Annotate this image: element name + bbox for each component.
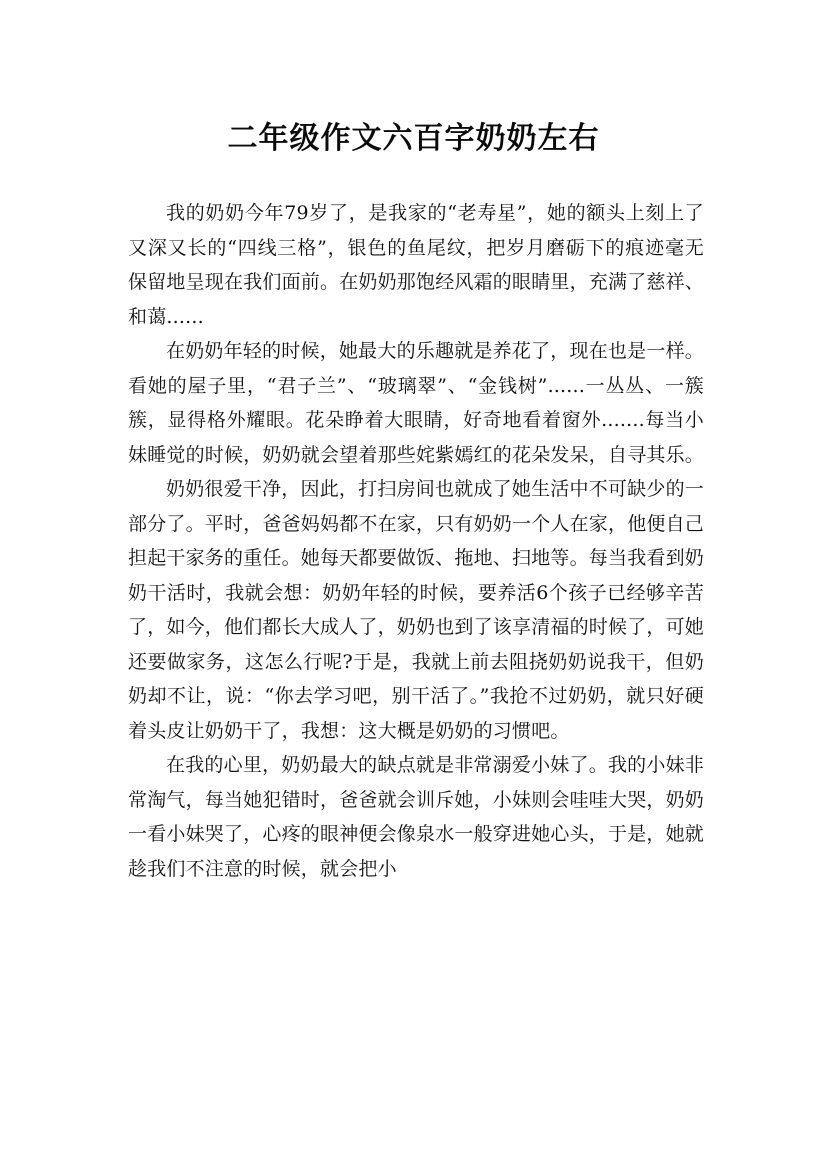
paragraph-3: 奶奶很爱干净，因此，打扫房间也就成了她生活中不可缺少的一部分了。平时，爸爸妈妈都不在家，只有奶奶一个人在家，他便自己担起干家务的重任。她每天都要做饭、拖地、扫地等。每当我看到奶奶干活时，我就会想：奶奶年轻的时候，要养活6个孩子已经够辛苦了，如今，他们都长大成人了，奶奶也到了该享清福的时候了，可她还要做家务，这怎么行呢?于是，我就上前去阻挠奶奶说我干，但奶奶却不让，说：“你去学习吧，别干活了。”我抢不过奶奶，就只好硬着头皮让奶奶干了，我想：这大概是奶奶的习惯吧。 xyxy=(128,478,705,742)
paragraph-4: 在我的心里，奶奶最大的缺点就是非常溺爱小妹了。我的小妹非常淘气，每当她犯错时，爸爸就会训斥她，小妹则会哇哇大哭，奶奶一看小妹哭了，心疼的眼神便会像泉水一般穿进她心头，于是，她就趁我们不注意的时候，就会把小 xyxy=(128,754,705,880)
paragraph-1: 我的奶奶今年79岁了，是我家的“老寿星”，她的额头上刻上了又深又长的“四线三格”，银色的鱼尾纹，把岁月磨砺下的痕迹毫无保留地呈现在我们面前。在奶奶那饱经风霜的眼睛里，充满了慈祥、和蔼...... xyxy=(128,202,705,328)
document-title: 二年级作文六百字奶奶左右 xyxy=(227,121,600,157)
document-body xyxy=(128,196,704,886)
paragraph-2: 在奶奶年轻的时候，她最大的乐趣就是养花了，现在也是一样。看她的屋子里，“君子兰”、“玻璃翠”、“金钱树”......一丛丛、一簇簇，显得格外耀眼。花朵睁着大眼睛，好奇地看着窗外.......每当小妹睡觉的时候，奶奶就会望着那些姹紫嫣红的花朵发呆，自寻其乐。 xyxy=(128,340,705,466)
